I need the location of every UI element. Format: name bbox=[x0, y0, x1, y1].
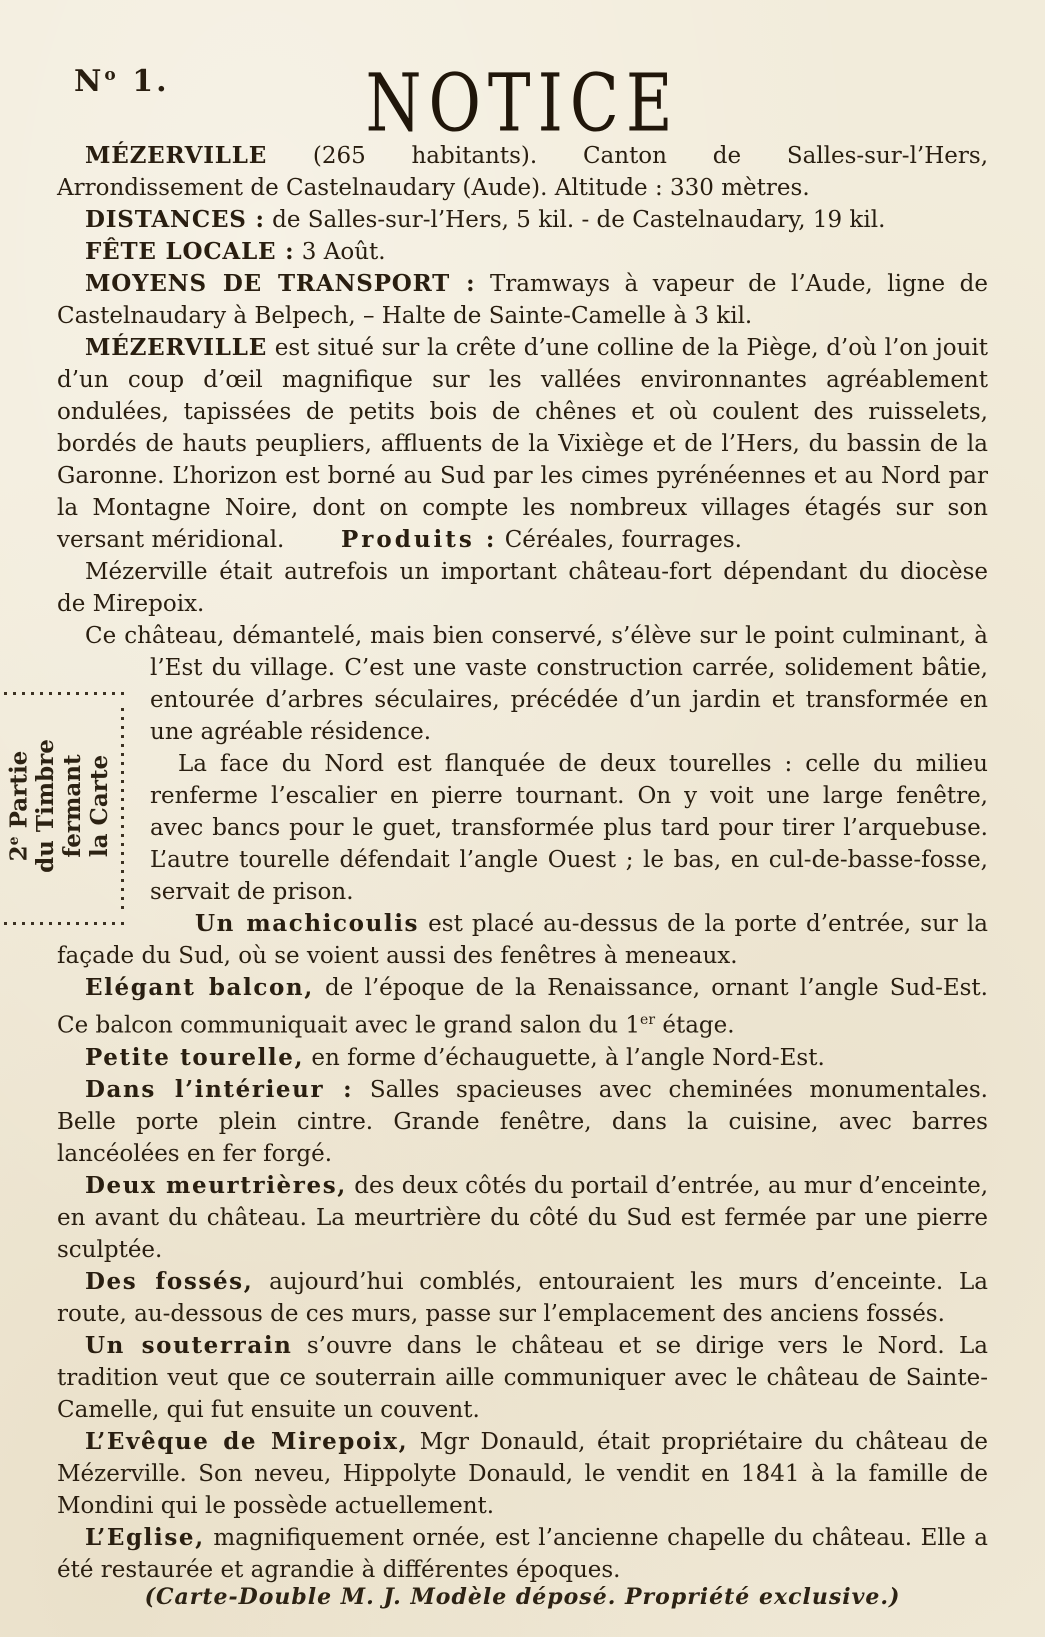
lead-elegant-balcon: Elégant balcon, bbox=[85, 974, 314, 1001]
paragraph-transport bbox=[57, 268, 988, 332]
paragraph-text: aujourd’hui comblés, entouraient les murs d’enceinte. La route, au-dessous de ces murs, passe sur l’emplacement des anciens fossés. bbox=[57, 1268, 989, 1327]
paragraph-text: (265 habitants). Canton de Salles-sur-l’Hers, Arrondissement de Castelnaudary (Aude). Altitude : 330 mètres. bbox=[57, 143, 989, 201]
paragraph-text: Mgr Donauld, était propriétaire du château de Mézerville. Son neveu, Hippolyte Donauld, le vendit en 1841 à la famille de Mondini qui le possède actuellement. bbox=[57, 1428, 989, 1519]
lead-eglise: L’Eglise, bbox=[85, 1523, 205, 1551]
lead-machicoulis: Un machicoulis bbox=[195, 910, 420, 937]
stamp-note-line-2: du Timbre bbox=[32, 739, 60, 873]
stamp-fold-spacer bbox=[57, 652, 150, 904]
paragraph-text: 3 Août. bbox=[301, 239, 386, 265]
card-number-rest: 1. bbox=[118, 64, 170, 99]
card-number-superscript: o bbox=[104, 65, 119, 85]
printer-credit: (Carte-Double M. J. Modèle déposé. Propriété exclusive.) bbox=[144, 1584, 901, 1610]
stamp-note-line-3: fermant bbox=[59, 754, 87, 858]
stamp-note-line-4: la Carte bbox=[86, 754, 114, 858]
superscript-er: er bbox=[640, 1012, 656, 1028]
lead-deux-meurtrieres: Deux meurtrières, bbox=[85, 1171, 347, 1199]
paragraph-eglise bbox=[57, 1522, 988, 1586]
paragraph-text: Mézerville était autrefois un important château-fort dépendant du diocèse de Mirepoix. bbox=[57, 559, 988, 617]
paragraph-situation bbox=[57, 332, 988, 556]
card-number-base: N bbox=[74, 64, 105, 99]
paragraph-souterrain bbox=[57, 1330, 988, 1426]
lead-eveque-de-mirepoix: L’Evêque de Mirepoix, bbox=[85, 1427, 409, 1455]
notice-body bbox=[57, 140, 988, 1586]
stamp-note-line1-rest: Partie bbox=[5, 750, 33, 837]
paragraph-face-du-nord bbox=[57, 748, 988, 908]
paragraph-text: La face du Nord est flanquée de deux tourelles : celle du milieu renferme l’escalier en pierre tournant. On y voit une large fenêtre, avec bancs pour le guet, transformée plus tard pour tirer l’arquebuse. L’autre tourelle défendait l’angle Ouest ; le bas, en cul-de-basse-fosse, servait de prison. bbox=[150, 751, 988, 905]
lead-fete-locale: FÊTE LOCALE : bbox=[85, 238, 295, 265]
paragraph-text: Tramways à vapeur de l’Aude, ligne de Castelnaudary à Belpech, – Halte de Sainte-Camelle à 3 kil. bbox=[57, 271, 989, 329]
paragraph-text: de l’époque de la Renaissance, ornant l’angle Sud-Est. Ce balcon communiquait avec le grand salon du 1 bbox=[57, 975, 988, 1039]
paragraph-meurtrieres bbox=[57, 1170, 988, 1266]
paragraph-text: est situé sur la crête d’une colline de la Piège, d’où l’on jouit d’un coup d’œil magnifique sur les vallées environnantes agréablement ondulées, tapissées de petits bois de chênes et où coulent des ruisselets, bordés de hauts peupliers, affluents de la Vixiège et de l’Hers, du bassin de la Garonne. L’horizon est borné au Sud par les cimes pyrénéennes et au Nord par la Montagne Noire, dont on compte les nombreux villages étagés sur son versant méridional. bbox=[57, 335, 989, 553]
paragraph-text: est placé au-dessus de la porte d’entrée, sur la façade du Sud, où se voient aussi des fenêtres à meneaux. bbox=[57, 911, 988, 969]
lead-produits: Produits : bbox=[341, 526, 498, 553]
lead-des-fosses: Des fossés, bbox=[85, 1267, 254, 1295]
paragraph-chateau-fort bbox=[57, 556, 988, 620]
paragraph-text: l’Est du village. C’est une vaste construction carrée, solidement bâtie, entourée d’arbres séculaires, précédée d’un jardin et transformée en une agréable résidence. bbox=[150, 655, 988, 745]
paragraph-interieur bbox=[57, 1074, 988, 1170]
paragraph-fosses bbox=[57, 1266, 988, 1330]
paragraph-eveque bbox=[57, 1426, 988, 1522]
paragraph-text: en forme d’échauguette, à l’angle Nord-Est. bbox=[311, 1044, 825, 1071]
paragraph-petite-tourelle bbox=[57, 1042, 988, 1074]
paragraph-fete-locale bbox=[57, 236, 988, 268]
paragraph-text: Ce château, démantelé, mais bien conservé, s’élève sur le point culminant, à bbox=[85, 623, 988, 649]
lead-dans-interieur: Dans l’intérieur : bbox=[85, 1075, 354, 1103]
lead-moyens-de-transport: MOYENS DE TRANSPORT : bbox=[85, 270, 476, 297]
paragraph-chateau-line1 bbox=[57, 620, 988, 652]
paragraph-distances bbox=[57, 204, 988, 236]
paragraph-text: Salles spacieuses avec cheminées monumentales. Belle porte plein cintre. Grande fenêtre, dans la cuisine, avec barres lancéolées en fer forgé. bbox=[57, 1076, 988, 1167]
paragraph-text: de Salles-sur-l’Hers, 5 kil. - de Castelnaudary, 19 kil. bbox=[272, 207, 886, 233]
lead-mezerville: MÉZERVILLE bbox=[85, 142, 268, 169]
page-title: NOTICE bbox=[365, 58, 680, 151]
lead-petite-tourelle: Petite tourelle, bbox=[85, 1043, 305, 1071]
paragraph-machicoulis bbox=[57, 908, 988, 972]
paragraph-chateau-rest bbox=[57, 652, 988, 748]
paragraph-text: magnifiquement ornée, est l’ancienne chapelle du château. Elle a été restaurée et agrandie à différentes époques. bbox=[57, 1524, 989, 1583]
stamp-note-line-1 bbox=[1, 751, 33, 862]
lead-distances: DISTANCES : bbox=[85, 206, 265, 233]
paragraph-commune bbox=[57, 140, 988, 204]
lead-un-souterrain: Un souterrain bbox=[85, 1331, 293, 1359]
paragraph-balcon bbox=[57, 972, 988, 1042]
paragraph-text: des deux côtés du portail d’entrée, au mur d’enceinte, en avant du château. La meurtrière du côté du Sud est fermée par une pierre sculptée. bbox=[57, 1172, 989, 1263]
paragraph-text: étage. bbox=[655, 1012, 735, 1039]
stamp-note-line1-base: 2 bbox=[5, 845, 33, 862]
paragraph-text: s’ouvre dans le château et se dirige vers le Nord. La tradition veut que ce souterrain aille communiquer avec le château de Sainte-Camelle, qui fut ensuite un couvent. bbox=[57, 1332, 988, 1423]
lead-mezerville-2: MÉZERVILLE bbox=[85, 334, 268, 361]
paragraph-text: Céréales, fourrages. bbox=[504, 527, 742, 553]
stamp-note-line1-superscript: e bbox=[5, 836, 22, 846]
